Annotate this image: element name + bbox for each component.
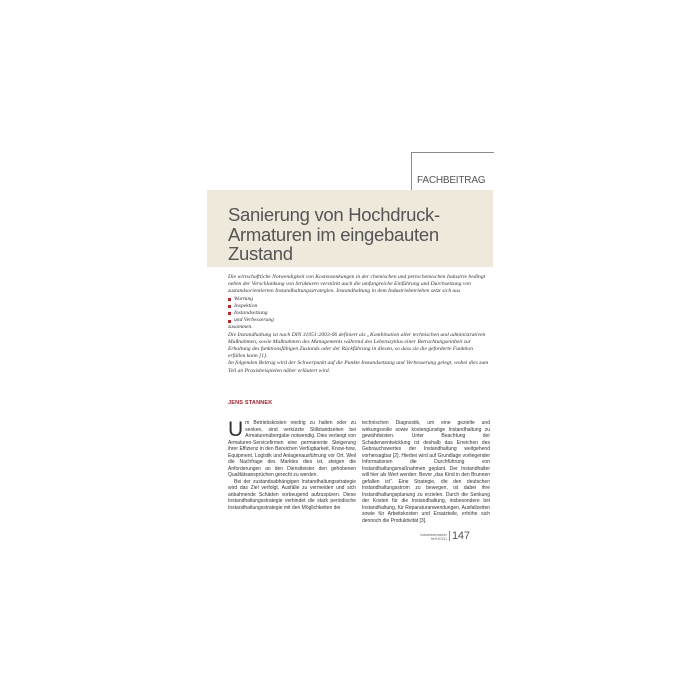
article-title: [228, 205, 488, 264]
lead-after: zusammen.: [228, 324, 253, 331]
page-number: 147: [452, 530, 470, 542]
lead-list-item: Wartung: [228, 296, 490, 303]
lead-list: [228, 296, 490, 325]
journal-issue: Heft 3/2011: [430, 537, 447, 541]
lead-definition: Die Instandhaltung ist nach DIN 31051:2003-06 definiert als „Kombination aller technischen und administrativen Maßnahmen, sowie Maßnahmen des Managements während des Lebenszyklus einer Betrachtungseinheit zur Erhaltung des funktionsfähigen Zustands oder der Rückführung in diesen, so dass sie die geforderte Funktion erfüllen kann [1].: [228, 331, 486, 360]
journal-name: Industriearmaturen: [420, 533, 447, 537]
lead-list-item: und Verbesserung: [228, 317, 490, 324]
body-paragraph: technischen Diagnostik, um eine gezielte und wirkungsvolle sowie kostengünstige Instandhaltung zu gewährleisten. Unter Beachtung der Schadensentwicklung ist deshalb das Erreichen des Gebrauchswertes der Instandhaltung weitgehend vorhersagbar [2]. Hierbei wird auf Grundlage vorliegender Informationen die Durchführung von Instandhaltungsmaßnahmen geplant. Der Instandhalter will hier als Wert werden: Bevor „das Kind in den Brunnen gefallen ist“. Eine Strategie, die den deutschen Instandhaltungsstrom zu bewegen, ist dabei ihre Instandhaltungsplanung zu erzielen. Durch die Senkung der Kosten für die Instandhaltung, insbesondere bei Instandhaltung, für Reparaturanwendungen, Ausfallzeiten sowie für Arbeitskosten und Ersatzteile, erhöhe sich dennoch die Produktivität [3].: [362, 420, 490, 524]
folio-divider: [449, 531, 450, 541]
body-column-2: [362, 420, 490, 524]
body-paragraph: m Betriebskosten niedrig zu halten oder zu senken, sind verkürzte Stillstandzeiten bei Armaturenübergabe notwendig. Dies verlangt von Armaturen-Servicefirmen eine permanente Steigerung ihrer Effizienz in den Bereichen Verfügbarkeit, Know-how, Equipment, Logistik und Anlagenausführung vor Ort. Weil die Nachfrage des Marktes dies ist, steigen die Anforderungen an den Dienstleister den gehobenen Qualitätsansprüchen gerecht zu werden.: [228, 420, 356, 478]
lead-intro: Die wirtschaftliche Notwendigkeit von Kostensenkungen in der chemischen und petrochemischen Industrie bedingt neben der Verschlankung von Strukturen verstärkt auch die umfangreiche Einführung und Durchsetzung von zustandsorientierten Instandhaltungsstrategien. Instandhaltung in dem Industriebetrieben setzt sich aus: [228, 274, 486, 295]
title-line-1: Sanierung von Hochdruck-: [228, 204, 440, 225]
title-line-3: Zustand: [228, 243, 293, 264]
lead-text: [228, 274, 490, 375]
title-line-2: Armaturen im eingebauten: [228, 223, 439, 245]
lead-list-item: Inspektion: [228, 303, 490, 310]
drop-cap: U: [228, 418, 244, 441]
author-name: JENS STANNEK: [228, 400, 273, 406]
body-column-1: [228, 420, 356, 511]
body-paragraph: Bei der zustandsabhängigen Instandhaltungsstrategie wird das Ziel verfolgt, Ausfälle zu vermeiden und sich anbahnende Schäden vorbeugend aufzuspüren. Diese Instandhaltungsstrategie verbindet die stark periodische Instandhaltungsstrategie mit den Möglichkeiten der: [228, 478, 356, 511]
lead-focus: Im folgenden Beitrag wird der Schwerpunkt auf die Punkte Instandsetzung und Verbesserung gelegt, wobei dies zum Teil an Praxisbeispielen näher erläutert wird.: [228, 360, 489, 374]
lead-list-item: Instandsetzung: [228, 310, 490, 317]
journal-info: [419, 533, 447, 541]
section-label: FACHBEITRAG: [417, 175, 486, 186]
